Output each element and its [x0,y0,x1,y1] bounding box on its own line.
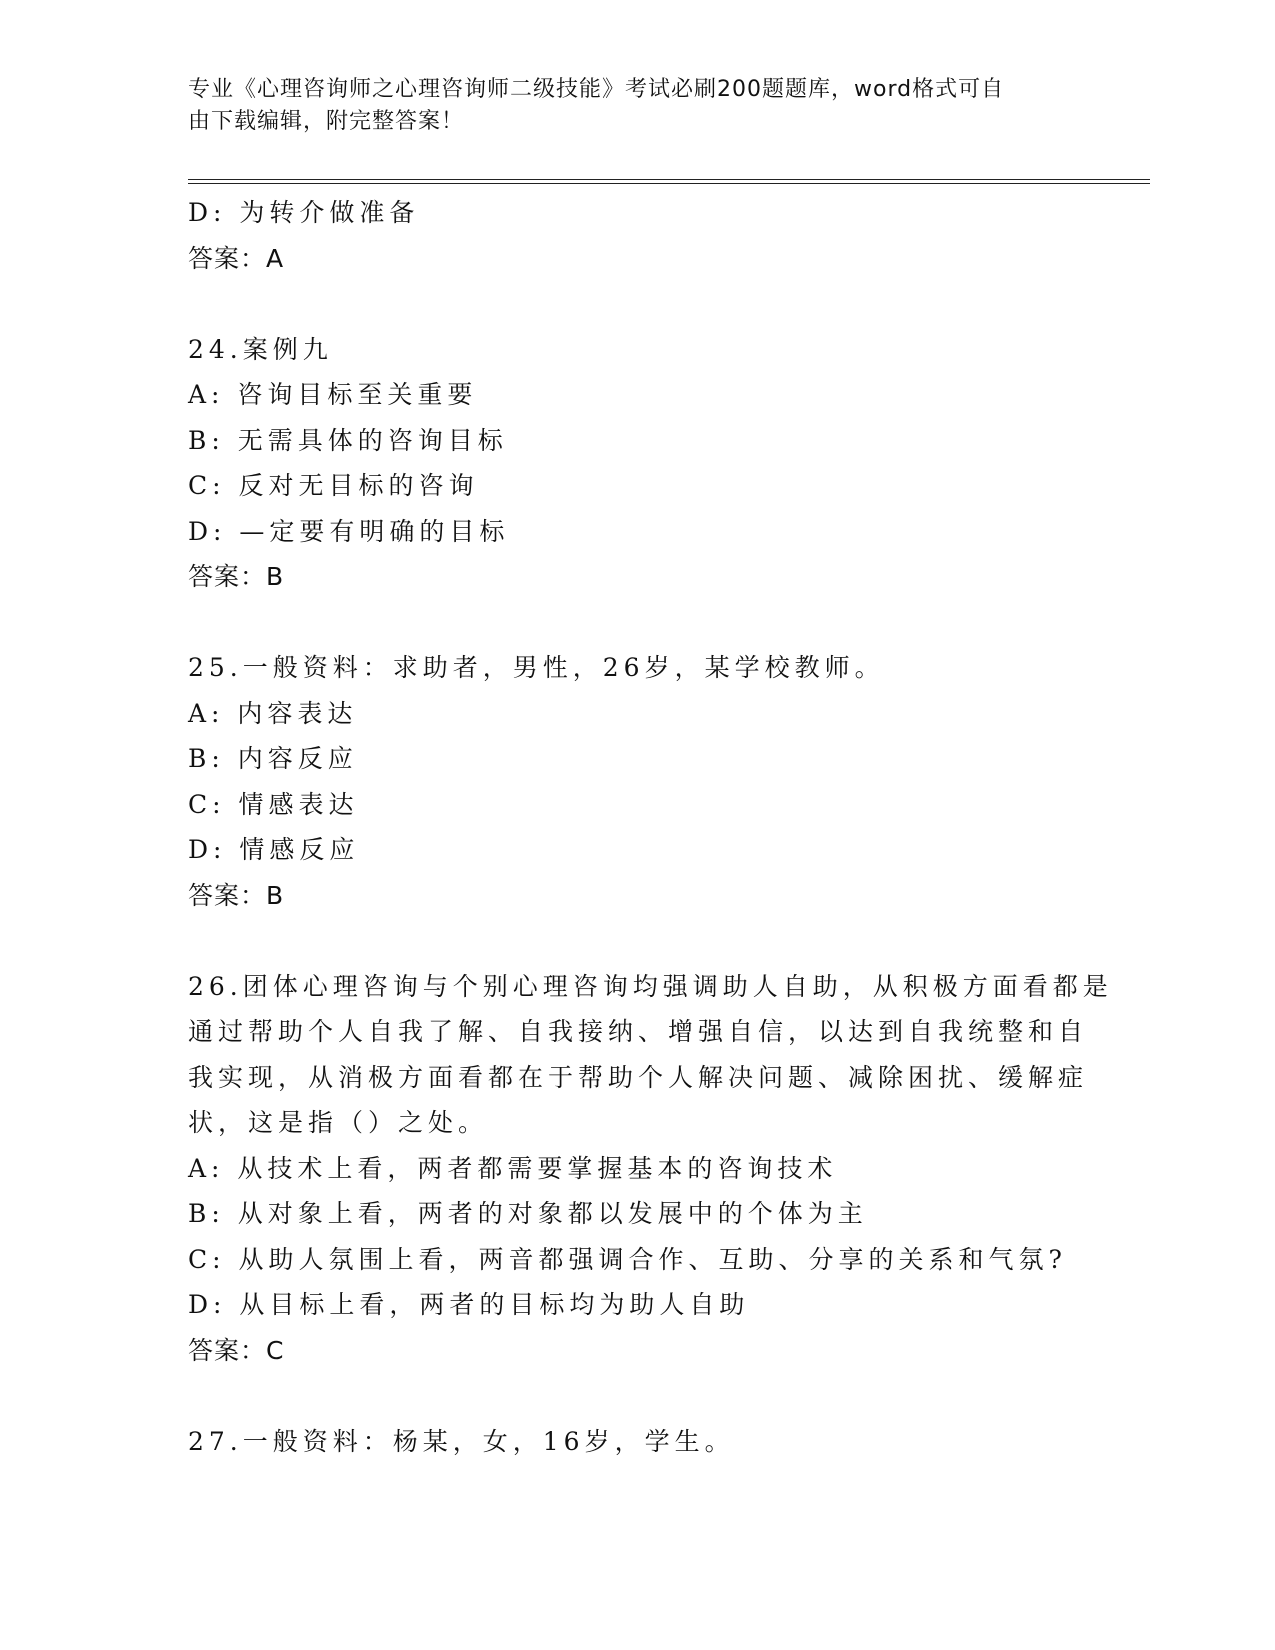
question-stem-line-2: 通过帮助个人自我了解、自我接纳、增强自信，以达到自我统整和自 [188,1017,1089,1046]
document-header [188,74,1068,138]
option-b: B: 从对象上看，两者的对象都以发展中的个体为主 [188,1199,868,1228]
option-a: A: 从技术上看，两者都需要掌握基本的咨询技术 [188,1153,838,1183]
option-b: B: 内容反应 [188,744,358,773]
option-d: D: 从目标上看，两者的目标均为助人自助 [188,1290,750,1319]
header-line-2: 由下载编辑，附完整答案！ [188,109,465,134]
question-24 [188,327,1088,600]
answer: 答案：C [188,1335,285,1365]
question-stem: 24.案例九 [188,334,333,364]
question-stem-line-4: 状，这是指（）之处。 [188,1108,489,1137]
question-stem: 27.一般资料：杨某，女，16岁，学生。 [188,1426,735,1456]
option-c: C: 反对无目标的咨询 [188,471,479,500]
option-d: D: —定要有明确的目标 [188,516,510,546]
question-27 [188,1419,1088,1465]
header-divider-bottom [188,183,1150,184]
option-c: C: 从助人氛围上看，两音都强调合作、互助、分享的关系和气氛? [188,1244,1067,1274]
answer: 答案：B [188,880,285,910]
option-d: D: 为转介做准备 [188,198,420,227]
option-a: A: 咨询目标至关重要 [188,380,478,409]
question-stem-line-1: 26.团体心理咨询与个别心理咨询均强调助人自助，从积极方面看都是 [188,971,1113,1001]
header-line-1: 专业《心理咨询师之心理咨询师二级技能》考试必刷200题题库，word格式可自 [188,77,1005,102]
header-divider-top [188,179,1150,180]
question-26 [188,964,1113,1374]
answer: 答案：A [188,243,285,273]
option-a: A: 内容表达 [188,698,358,728]
question-25 [188,645,1088,918]
previous-question [188,190,1088,281]
answer: 答案：B [188,562,285,591]
option-c: C: 情感表达 [188,789,359,819]
question-stem-line-3: 我实现，从消极方面看都在于帮助个人解决问题、减除困扰、缓解症 [188,1062,1089,1092]
question-list [188,190,1113,1464]
question-stem: 25.一般资料：求助者，男性，26岁，某学校教师。 [188,653,885,682]
option-b: B: 无需具体的咨询目标 [188,425,508,455]
option-d: D: 情感反应 [188,835,360,864]
